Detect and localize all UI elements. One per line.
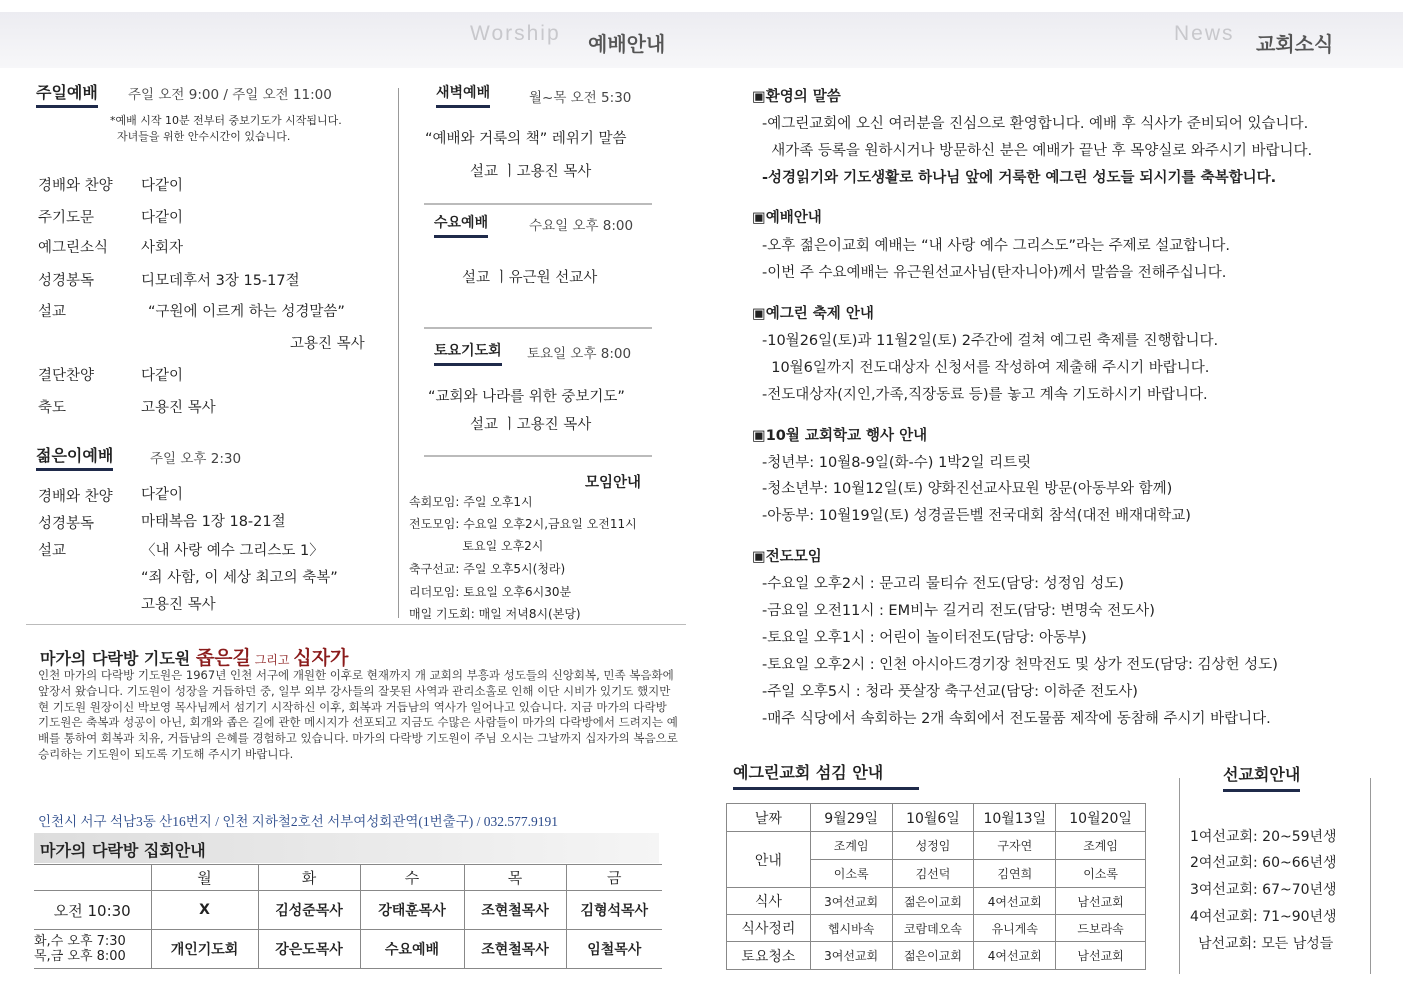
order-key: 성경봉독 [38, 516, 95, 532]
news-heading: ▣전도모임 [752, 549, 822, 565]
wed-time: 수요일 오후 8:00 [529, 218, 634, 234]
order-value: 디모데후서 3장 15-17절 [141, 273, 300, 289]
dawn-title: 새벽예배 [436, 82, 490, 108]
table-header: 금 [566, 865, 662, 891]
wed-title: 수요예배 [434, 212, 488, 238]
table-header: 10월13일 [974, 804, 1056, 832]
table-cell: 수요예배 [360, 930, 464, 969]
news-line: -청년부: 10월8-9일(화-수) 1박2일 리트릿 [762, 455, 1032, 471]
table-cell: 남선교회 [1056, 888, 1146, 915]
table-cell: 김성준목사 [258, 891, 360, 930]
meeting-item: 매일 기도회: 매일 저녁8시(본당) [409, 607, 581, 621]
order-key: 예그린소식 [38, 240, 109, 256]
youth-title: 젊은이예배 [36, 443, 113, 471]
dawn-line-2: 설교 ㅣ고용진 목사 [470, 164, 592, 180]
table-row [727, 832, 1146, 860]
news-en-title: News [1174, 22, 1235, 45]
sat-time: 토요일 오후 8:00 [527, 346, 632, 362]
youth-time: 주일 오후 2:30 [150, 451, 242, 467]
gathering-table [34, 864, 662, 969]
table-cell: 4여선교회 [974, 888, 1056, 915]
order-value: 〈내 사랑 예수 그리스도 1〉 [141, 543, 324, 559]
mission-item: 4여선교회: 71~90년생 [1190, 909, 1337, 925]
mission-item: 1여선교회: 20~59년생 [1190, 829, 1337, 845]
table-cell: 구자연 [974, 832, 1056, 860]
table-cell: 강태훈목사 [360, 891, 464, 930]
table-header: 화 [258, 865, 360, 891]
news-heading: ▣예배안내 [752, 210, 822, 226]
table-cell: 젊은이교회 [892, 888, 974, 915]
maga-body: 인천 마가의 다락방 기도원은 1967년 인천 서구에 개원한 이후로 현재까지 개 교회의 부흥과 성도들의 신앙회복, 민족 복음화에 앞장서 왔습니다. 기도원이 성장을 거듭하던 중, 일부 외부 강사들의 잘못된 사역과 관리소홀로 인해 이단 시비가 있기도 했지만 현 기도원 원장이신 박보영 목사님께서 섬기기 시작하신 이후, 회복과 거듭남의 역사가 일어나고 있습니다. 지금 마가의 다락방 기도원은 축복과 성공이 아닌, 회개와 좁은 길에 관한 메시지가 선포되고 지금도 수많은 사람들이 마가의 다락방에서 드려지는 예배를 통하여 회복과 치유, 거듭남의 은혜를 경험하고 있습니다. 마가의 다락방 기도원이 주님 오시는 그날까지 십자가의 복음으로 승리하는 기도원이 되도록 기도해 주시기 바랍니다. [38, 668, 678, 761]
sunday-title: 주일예배 [36, 80, 98, 108]
news-ko-title: 교회소식 [1256, 32, 1334, 56]
order-value: “죄 사함, 이 세상 최고의 축복” [141, 570, 338, 586]
news-line: 10월6일까지 전도대상자 신청서를 작성하여 제출해 주시기 바랍니다. [762, 360, 1210, 376]
table-cell: 드보라속 [1056, 915, 1146, 942]
table-row [34, 891, 662, 930]
table-cell: 이소록 [810, 860, 892, 888]
dawn-time: 월~목 오전 5:30 [529, 90, 632, 106]
news-line: -토요일 오후1시 : 어린이 놀이터전도(담당: 아동부) [762, 630, 1087, 646]
table-cell: 식사 [727, 888, 811, 915]
news-heading: ▣10월 교회학교 행사 안내 [752, 428, 928, 444]
order-value: “구원에 이르게 하는 성경말씀” [148, 304, 345, 320]
order-value: 다같이 [141, 487, 184, 503]
table-row [727, 888, 1146, 915]
news-line: -전도대상자(지인,가족,직장동료 등)를 놓고 계속 기도하시기 바랍니다. [762, 387, 1208, 403]
table-cell: 김선덕 [892, 860, 974, 888]
table-cell: 토요청소 [727, 942, 811, 970]
table-header: 10월20일 [1056, 804, 1146, 832]
news-line: -예그린교회에 오신 여러분을 진심으로 환영합니다. 예배 후 식사가 준비되어 있습니다. [762, 116, 1309, 132]
maga-title-b: 좁은길 [195, 647, 251, 669]
table-cell: X [151, 891, 258, 930]
maga-title-a: 마가의 다락방 기도원 [40, 649, 196, 668]
order-value: 다같이 [141, 210, 184, 226]
order-value: 고용진 목사 [141, 597, 216, 613]
order-value: 고용진 목사 [290, 336, 365, 352]
worship-en-title: Worship [470, 22, 561, 45]
table-cell: 3여선교회 [810, 942, 892, 970]
service-table [726, 803, 1146, 970]
table-cell: 젊은이교회 [892, 942, 974, 970]
news-line: 새가족 등록을 원하시거나 방문하신 분은 예배가 끝난 후 목양실로 와주시기 바랍니다. [762, 143, 1313, 159]
table-cell: 강은도목사 [258, 930, 360, 969]
worship-ko-title: 예배안내 [588, 32, 666, 56]
meetings-title: 모임안내 [585, 475, 642, 491]
news-line: -토요일 오후2시 : 인천 아시아드경기장 천막전도 및 상가 전도(담당: 김상헌 성도) [762, 657, 1278, 673]
mission-item: 3여선교회: 67~70년생 [1190, 882, 1337, 898]
order-value: 다같이 [141, 178, 184, 194]
news-line: -금요일 오전11시 : EM비누 길거리 전도(담당: 변명숙 전도사) [762, 603, 1155, 619]
table-cell: 유니게속 [974, 915, 1056, 942]
dawn-line-1: “예배와 거룩의 책” 레위기 말씀 [425, 131, 627, 147]
news-line: -오후 젊은이교회 예배는 “내 사랑 예수 그리스도”라는 주제로 설교합니다. [762, 238, 1230, 254]
table-cell: 김연희 [974, 860, 1056, 888]
mission-border-right [1370, 778, 1371, 974]
meeting-item: 토요일 오후2시 [409, 539, 544, 553]
table-row [34, 865, 662, 891]
divider [424, 455, 652, 457]
news-line: -청소년부: 10월12일(토) 양화진선교사묘원 방문(아동부와 함께) [762, 481, 1173, 497]
table-header: 수 [360, 865, 464, 891]
news-line: -수요일 오후2시 : 문고리 물티슈 전도(담당: 성정임 성도) [762, 576, 1124, 592]
table-header: 목 [464, 865, 566, 891]
gathering-title: 마가의 다락방 집회안내 [40, 841, 206, 860]
news-line: -10월26일(토)과 11월2일(토) 2주간에 걸쳐 예그린 축제를 진행합니다. [762, 333, 1219, 349]
maga-title-d: 십자가 [293, 647, 349, 669]
table-cell: 식사정리 [727, 915, 811, 942]
maga-address: 인천시 서구 석남3동 산16번지 / 인천 지하철2호선 서부여성회관역(1번출구) / 032.577.9191 [38, 814, 559, 829]
table-cell: 화,수 오후 7:30 목,금 오후 8:00 [34, 930, 151, 969]
order-key: 결단찬양 [38, 368, 95, 384]
wed-line-1: 설교 ㅣ유근원 선교사 [462, 270, 598, 286]
maga-title [40, 643, 348, 670]
table-cell: 김형석목사 [566, 891, 662, 930]
order-key: 성경봉독 [38, 273, 95, 289]
table-cell: 코람데오속 [892, 915, 974, 942]
table-header: 월 [151, 865, 258, 891]
table-cell: 안내 [727, 832, 811, 888]
mission-item: 남선교회: 모든 남성들 [1198, 936, 1334, 952]
order-value: 마태복음 1장 18-21절 [141, 514, 286, 530]
table-row [727, 915, 1146, 942]
table-row [34, 930, 662, 969]
table-cell: 개인기도회 [151, 930, 258, 969]
sunday-note-1: *예배 시작 10분 전부터 중보기도가 시작됩니다. [110, 114, 342, 127]
divider [424, 203, 652, 205]
news-line: -성경읽기와 기도생활로 하나님 앞에 거룩한 예그린 성도들 되시기를 축복합니다. [762, 170, 1277, 186]
table-cell: 이소록 [1056, 860, 1146, 888]
meeting-item: 속회모임: 주일 오후1시 [409, 495, 533, 509]
news-line: -주일 오후5시 : 청라 풋살장 축구선교(담당: 이하준 전도사) [762, 684, 1138, 700]
table-cell: 남선교회 [1056, 942, 1146, 970]
table-cell: 조현철목사 [464, 891, 566, 930]
order-key: 주기도문 [38, 210, 95, 226]
order-key: 경배와 찬양 [38, 178, 113, 194]
order-value: 사회자 [141, 240, 184, 256]
meeting-item: 축구선교: 주일 오후5시(청라) [409, 562, 566, 576]
mission-title: 선교회안내 [1223, 762, 1300, 792]
table-cell: 조계임 [1056, 832, 1146, 860]
table-cell: 임철목사 [566, 930, 662, 969]
order-key: 설교 [38, 543, 67, 559]
table-header: 9월29일 [810, 804, 892, 832]
table-cell: 헵시바속 [810, 915, 892, 942]
meeting-item: 전도모임: 수요일 오후2시,금요일 오전11시 [409, 517, 637, 531]
sat-title: 토요기도회 [434, 340, 502, 366]
divider [26, 624, 686, 625]
news-line: -아동부: 10월19일(토) 성경골든벨 전국대회 참석(대전 배재대학교) [762, 508, 1191, 524]
sat-line-2: 설교 ㅣ고용진 목사 [470, 417, 592, 433]
news-line: -매주 식당에서 속회하는 2개 속회에서 전도물품 제작에 동참해 주시기 바랍니다. [762, 711, 1271, 727]
meeting-item: 리더모임: 토요일 오후6시30분 [409, 585, 572, 599]
sat-line-1: “교회와 나라를 위한 중보기도” [428, 389, 625, 405]
service-title: 예그린교회 섬김 안내 [733, 760, 919, 790]
mission-item: 2여선교회: 60~66년생 [1190, 855, 1337, 871]
table-cell: 3여선교회 [810, 888, 892, 915]
sunday-time: 주일 오전 9:00 / 주일 오전 11:00 [128, 87, 332, 103]
table-header: 10월6일 [892, 804, 974, 832]
order-key: 경배와 찬양 [38, 489, 113, 505]
divider [424, 327, 652, 329]
sunday-note-2: 자녀들을 위한 안수시간이 있습니다. [117, 130, 291, 143]
news-heading: ▣환영의 말씀 [752, 89, 841, 105]
table-cell: 4여선교회 [974, 942, 1056, 970]
column-divider [398, 88, 399, 618]
table-row [727, 804, 1146, 832]
news-heading: ▣예그린 축제 안내 [752, 306, 874, 322]
maga-title-c: 그리고 [250, 653, 294, 667]
table-cell: 오전 10:30 [34, 891, 151, 930]
table-cell: 조현철목사 [464, 930, 566, 969]
table-cell [34, 865, 151, 891]
table-cell: 성정임 [892, 832, 974, 860]
news-line: -이번 주 수요예배는 유근원선교사님(탄자니아)께서 말씀을 전해주십니다. [762, 265, 1227, 281]
order-key: 축도 [38, 400, 67, 416]
order-key: 설교 [38, 304, 67, 320]
table-row [727, 942, 1146, 970]
table-cell: 조계임 [810, 832, 892, 860]
order-value: 고용진 목사 [141, 400, 216, 416]
mission-border-left [1179, 778, 1180, 974]
table-header: 날짜 [727, 804, 811, 832]
order-value: 다같이 [141, 368, 184, 384]
